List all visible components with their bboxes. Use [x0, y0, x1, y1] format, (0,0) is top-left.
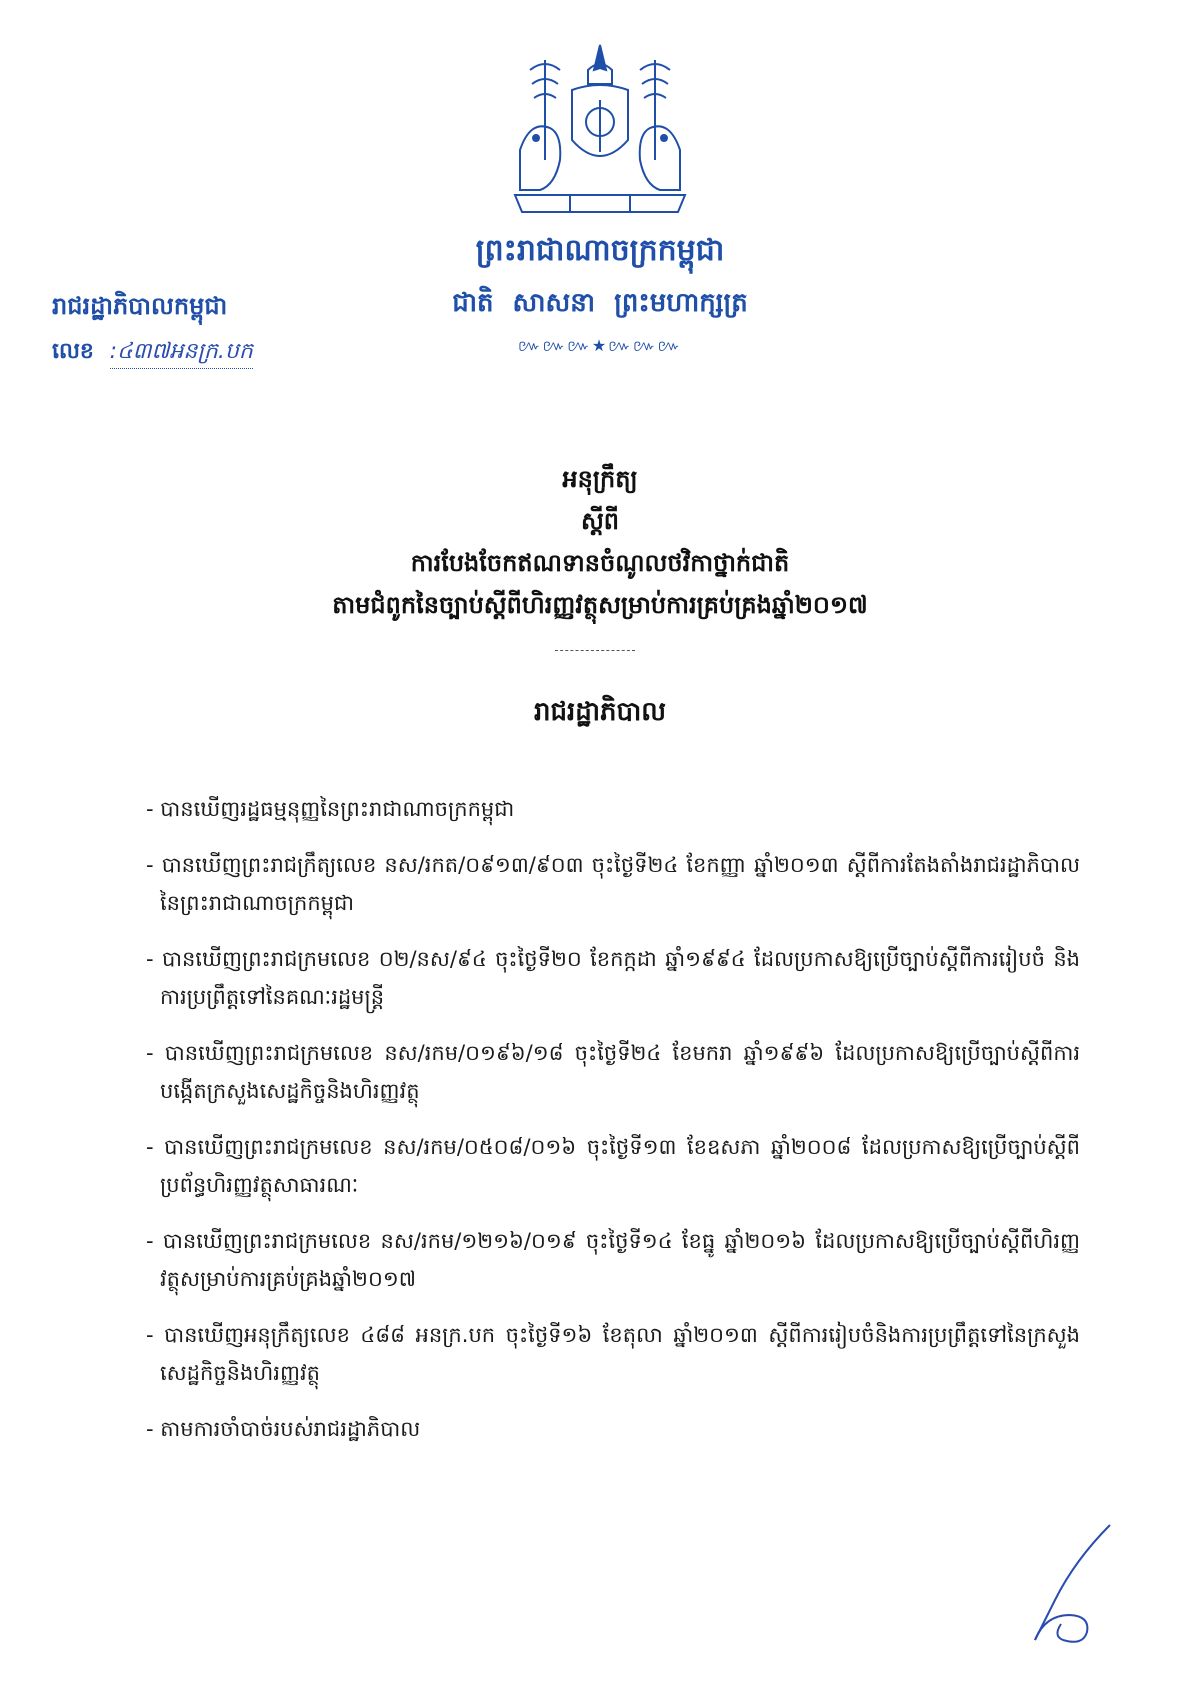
document-about: ស្តីពី [580, 507, 620, 535]
preamble-item: - បានឃើញព្រះរាជក្រមលេខ នស/រកម/០១៩៦/១៨ ចុះថ្ងៃទី២៤ ខែមករា ឆ្នាំ១៩៩៦ ដែលប្រកាសឱ្យប្រើច្បាប់ស្តីពីការបង្កើតក្រសួងសេដ្ឋកិច្ចនិងហិរញ្ញវត្ថុ [130, 1034, 1080, 1110]
signature-icon [1015, 1520, 1125, 1650]
preamble-list [130, 790, 1080, 1466]
title-line-2: តាមជំពូកនៃច្បាប់ស្តីពីហិរញ្ញវត្ថុសម្រាប់ការគ្រប់គ្រងឆ្នាំ២០១៧ [332, 591, 868, 619]
preamble-item: - បានឃើញព្រះរាជក្រមលេខ នស/រកម/០៥០៨/០១៦ ចុះថ្ងៃទី១៣ ខែឧសភា ឆ្នាំ២០០៨ ដែលប្រកាសឱ្យប្រើច្បាប់ស្តីពីប្រព័ន្ធហិរញ្ញវត្ថុសាធារណៈ [130, 1128, 1080, 1204]
kingdom-name: ព្រះរាជាណាចក្រកម្ពុជា [475, 233, 725, 268]
royal-emblem-icon [500, 40, 700, 225]
preamble-item: - តាមការចាំបាច់របស់រាជរដ្ឋាភិបាល [130, 1410, 1080, 1448]
document-title [150, 458, 1050, 626]
title-divider [555, 650, 635, 652]
preamble-item: - បានឃើញអនុក្រឹត្យលេខ ៤៨៨ អនក្រ.បក ចុះថ្ងៃទី១៦ ខែតុលា ឆ្នាំ២០១៣ ស្តីពីការរៀបចំនិងការប្រព្រឹត្តទៅនៃក្រសួងសេដ្ឋកិច្ចនិងហិរញ្ញវត្ថុ [130, 1316, 1080, 1392]
document-type: អនុក្រឹត្យ [562, 465, 638, 493]
title-line-1: ការបែងចែកឥណទានចំណូលថវិកាថ្នាក់ជាតិ [410, 549, 790, 577]
preamble-item: - បានឃើញព្រះរាជក្រឹត្យលេខ នស/រកត/០៩១៣/៩០៣ ចុះថ្ងៃទី២៤ ខែកញ្ញា ឆ្នាំ២០១៣ ស្តីពីការតែងតាំងរាជរដ្ឋាភិបាលនៃព្រះរាជាណាចក្រកម្ពុជា [130, 846, 1080, 922]
preamble-item: - បានឃើញព្រះរាជក្រមលេខ ០២/នស/៩៤ ចុះថ្ងៃទី២០ ខែកក្កដា ឆ្នាំ១៩៩៤ ដែលប្រកាសឱ្យប្រើច្បាប់ស្តីពីការរៀបចំ និងការប្រព្រឹត្តទៅនៃគណៈរដ្ឋមន្ត្រី [130, 940, 1080, 1016]
preamble-item: - បានឃើញរដ្ឋធម្មនុញ្ញនៃព្រះរាជាណាចក្រកម្ពុជា [130, 790, 1080, 828]
reference-number [52, 336, 412, 372]
reference-label: លេខ [52, 339, 94, 364]
national-motto: ជាតិ សាសនា ព្រះមហាក្សត្រ [452, 288, 748, 318]
issuer-heading: រាជរដ្ឋាភិបាល [533, 697, 667, 727]
header-ornament: ៚៚៚★៚៚៚ [517, 336, 683, 355]
reference-value: :៤៣៧អនក្រ.បក [110, 336, 253, 369]
government-name: រាជរដ្ឋាភិបាលកម្ពុជា [52, 292, 228, 320]
preamble-item: - បានឃើញព្រះរាជក្រមលេខ នស/រកម/១២១៦/០១៩ ចុះថ្ងៃទី១៤ ខែធ្នូ ឆ្នាំ២០១៦ ដែលប្រកាសឱ្យប្រើច្បាប់ស្តីពីហិរញ្ញវត្ថុសម្រាប់ការគ្រប់គ្រងឆ្នាំ២០១៧ [130, 1222, 1080, 1298]
